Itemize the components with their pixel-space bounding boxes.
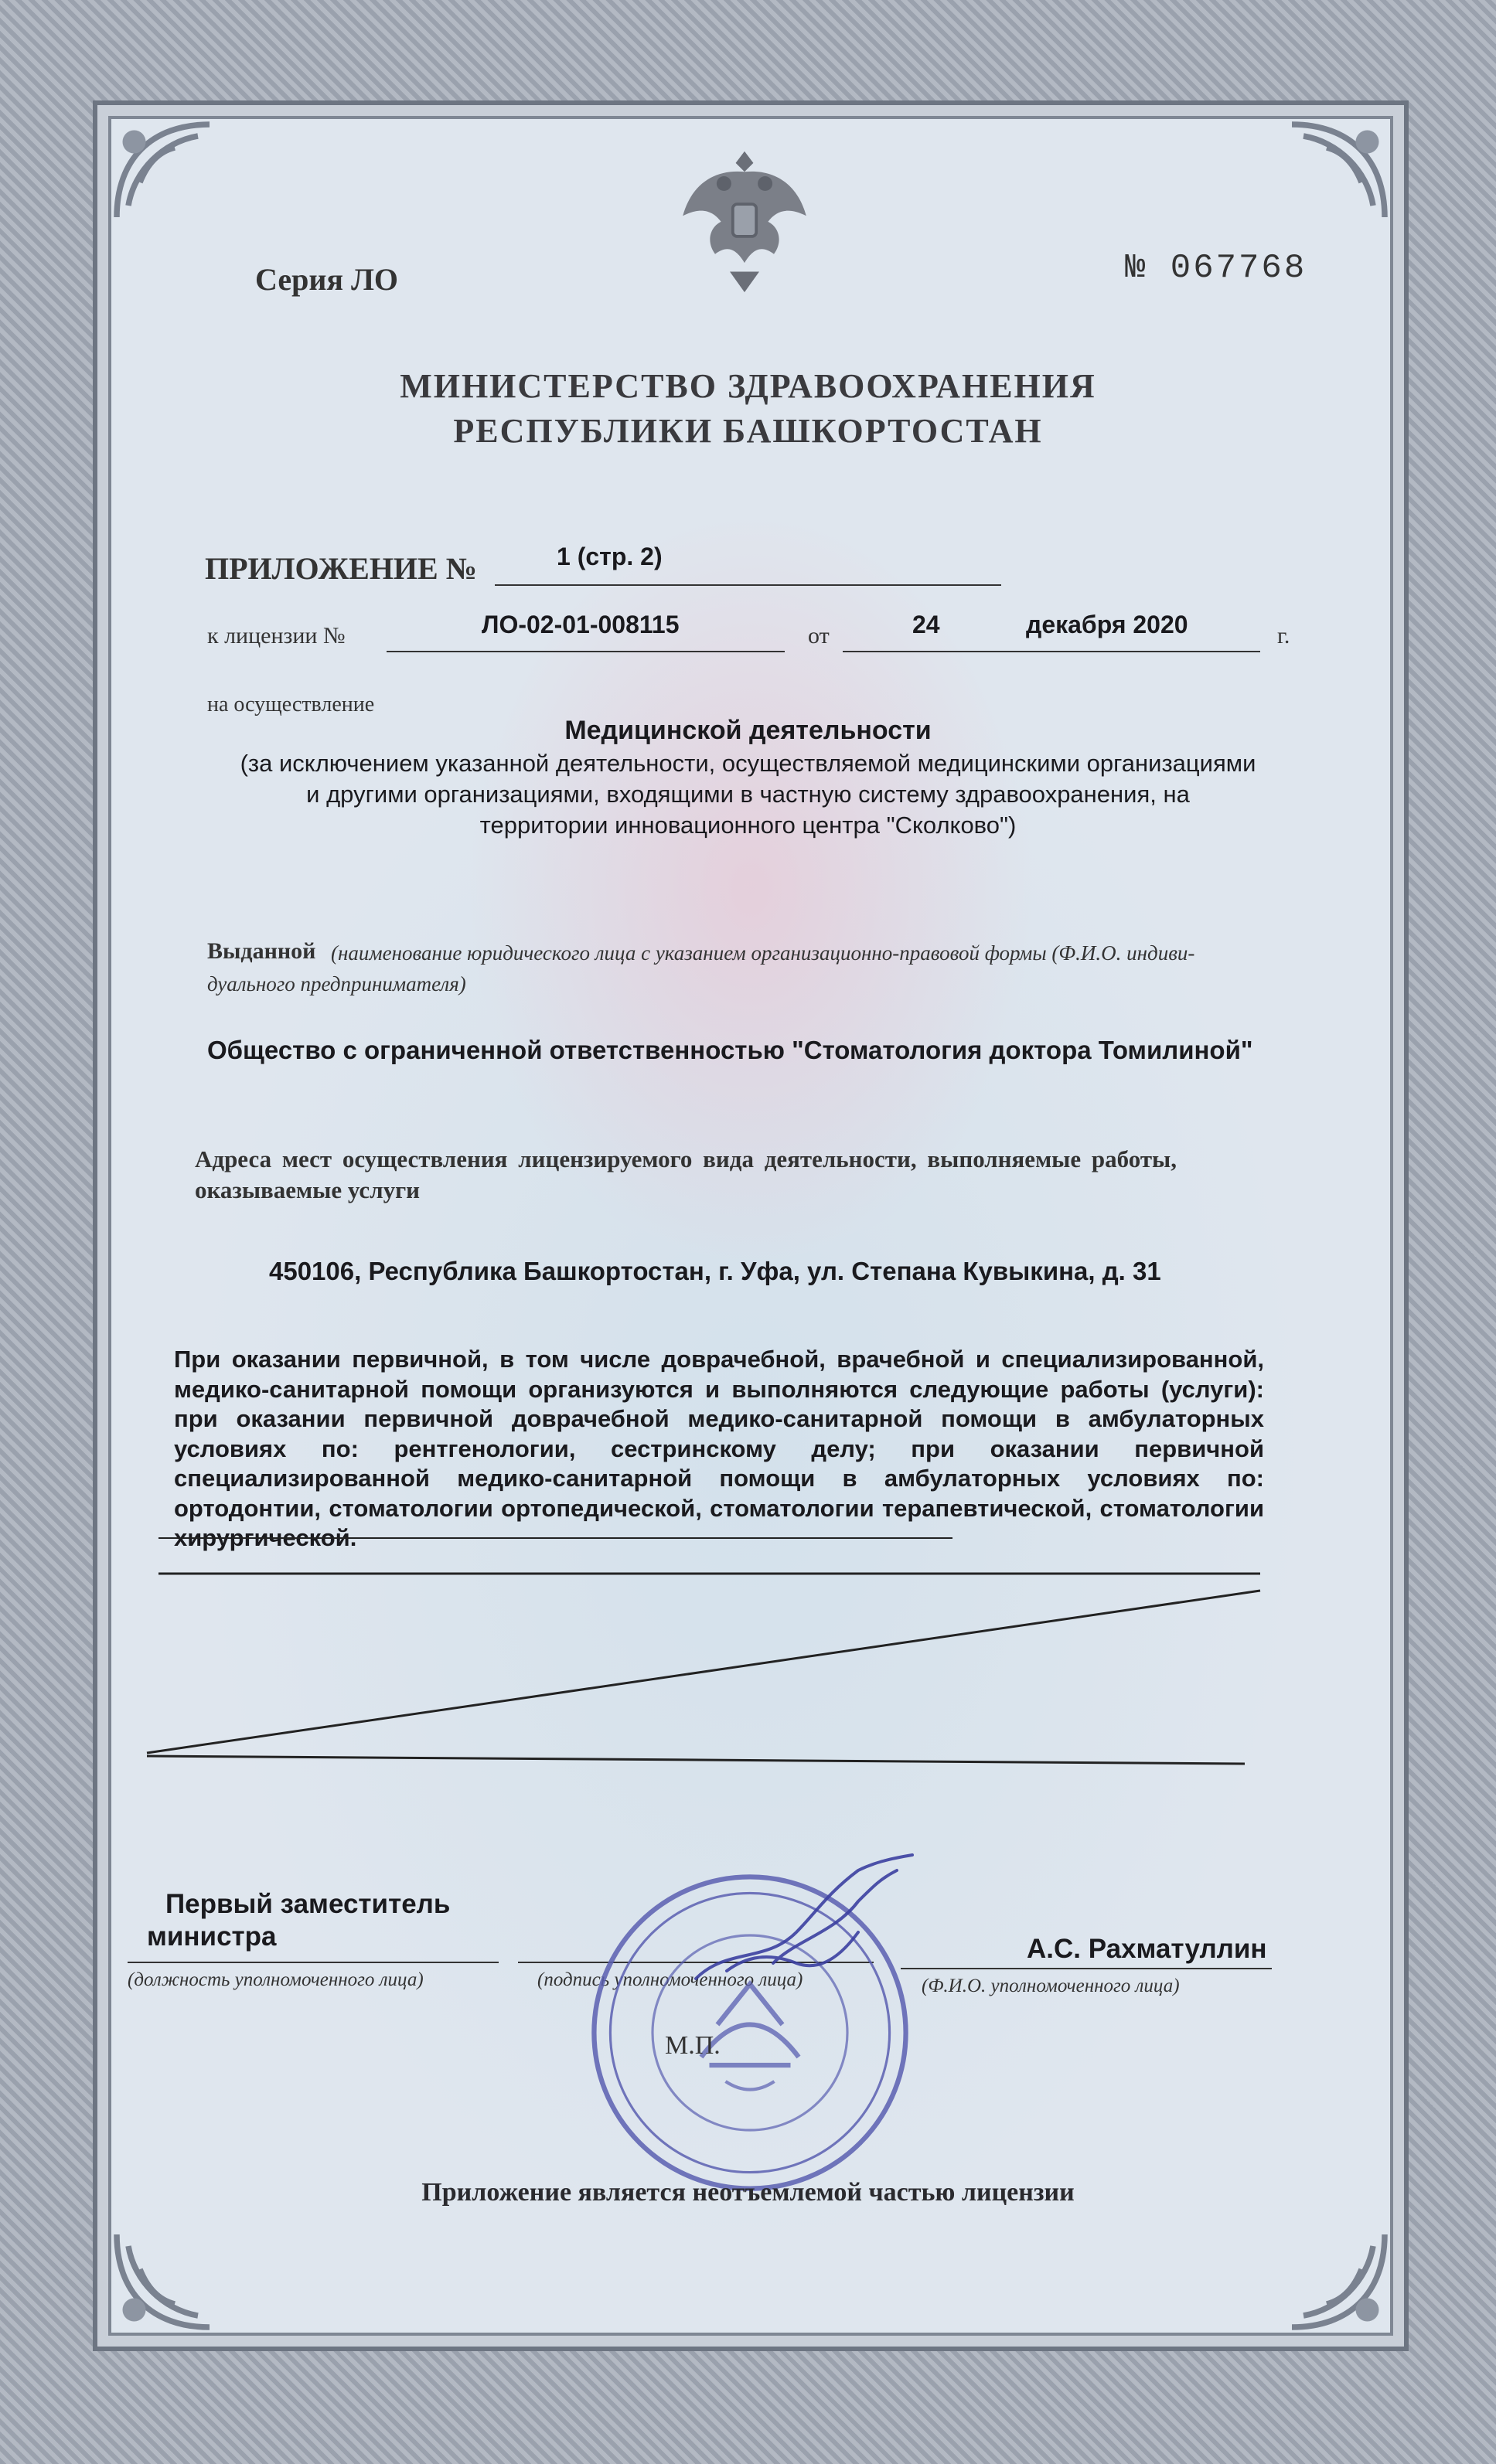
signature-caption: (подпись уполномоченного лица) [537,1969,803,1990]
license-day: 24 [912,611,940,638]
ministry-title-line2: РЕСПУБЛИКИ БАШКОРТОСТАН [453,412,1043,450]
footer-note: Приложение является неотъемлемой частью лицензии [421,2178,1075,2207]
position-underline [128,1962,499,1963]
signatory-position-line2: министра [147,1921,277,1952]
services-description: При оказании первичной, в том числе доврачебной, врачебной и специализированной, медико-санитарной помощи организуются и выполняются следующие работы (услуги): при оказании первичной доврачебной медико-санитарной помощи в амбулаторных условиях по: рентгенологии, сестринскому делу; при оказании первичной специализированной медико-санитарной помощи в амбулаторных условиях по: ортодонтии, стоматологии ортопедической, стоматологии терапевтической, стоматологии хирургической. [174,1346,1264,1551]
activity-note-line1: (за исключением указанной деятельности, осуществляемой медицинскими организациями [240,750,1256,777]
address-label-line1: Адреса мест осуществления лицензируемого вида деятельности, выполняемые работы, [195,1145,1177,1172]
license-from-label: от [808,623,830,648]
position-caption: (должность уполномоченного лица) [128,1969,424,1990]
organization-name: Общество с ограниченной ответственностью "Стоматология доктора Томилиной" [207,1036,1253,1064]
activity-note-line3: территории инновационного центра "Сколково") [479,812,1017,839]
issued-hint-line1: (наименование юридического лица с указанием организационно-правовой формы (Ф.И.О. индиви- [331,941,1195,965]
ornament-corner-icon [1280,2223,1396,2339]
license-label: к лицензии № [207,623,346,648]
coat-of-arms-icon [671,139,818,301]
address-label-line2: оказываемые услуги [195,1176,421,1203]
name-caption: (Ф.И.О. уполномоченного лица) [922,1976,1180,1996]
activity-name: Медицинской деятельности [564,716,932,745]
activity-note-line2: и другими организациями, входящими в частную систему здравоохранения, на [306,781,1190,808]
signatory-name: А.С. Рахматуллин [1027,1934,1267,1964]
signatory-position-line1: Первый заместитель [165,1889,451,1919]
ornament-corner-icon [105,2223,221,2339]
series-label: Серия ЛО [255,262,398,297]
seal-placeholder-label: М.П. [665,2031,721,2060]
ornament-corner-icon [105,113,221,229]
appendix-underline [495,584,1001,586]
license-year-suffix: г. [1277,623,1290,648]
license-date-underline [843,651,1260,652]
license-month-year: декабря 2020 [1026,611,1188,638]
license-form-number: № 067768 [1125,249,1307,288]
appendix-label: ПРИЛОЖЕНИЕ № [205,551,477,586]
license-number-underline [387,651,785,652]
name-underline [901,1968,1272,1969]
issued-hint-line2: дуального предпринимателя) [207,972,466,995]
address-value: 450106, Республика Башкортостан, г. Уфа, ул. Степана Кувыкина, д. 31 [269,1257,1161,1285]
license-number: ЛО-02-01-008115 [482,611,680,638]
signature-scribble-icon [680,1847,935,2002]
issued-label: Выданной [207,938,316,964]
activity-label: на осуществление [207,693,375,716]
ornament-corner-icon [1280,113,1396,229]
ministry-title-line1: МИНИСТЕРСТВО ЗДРАВООХРАНЕНИЯ [400,367,1096,405]
appendix-value: 1 (стр. 2) [557,543,663,570]
